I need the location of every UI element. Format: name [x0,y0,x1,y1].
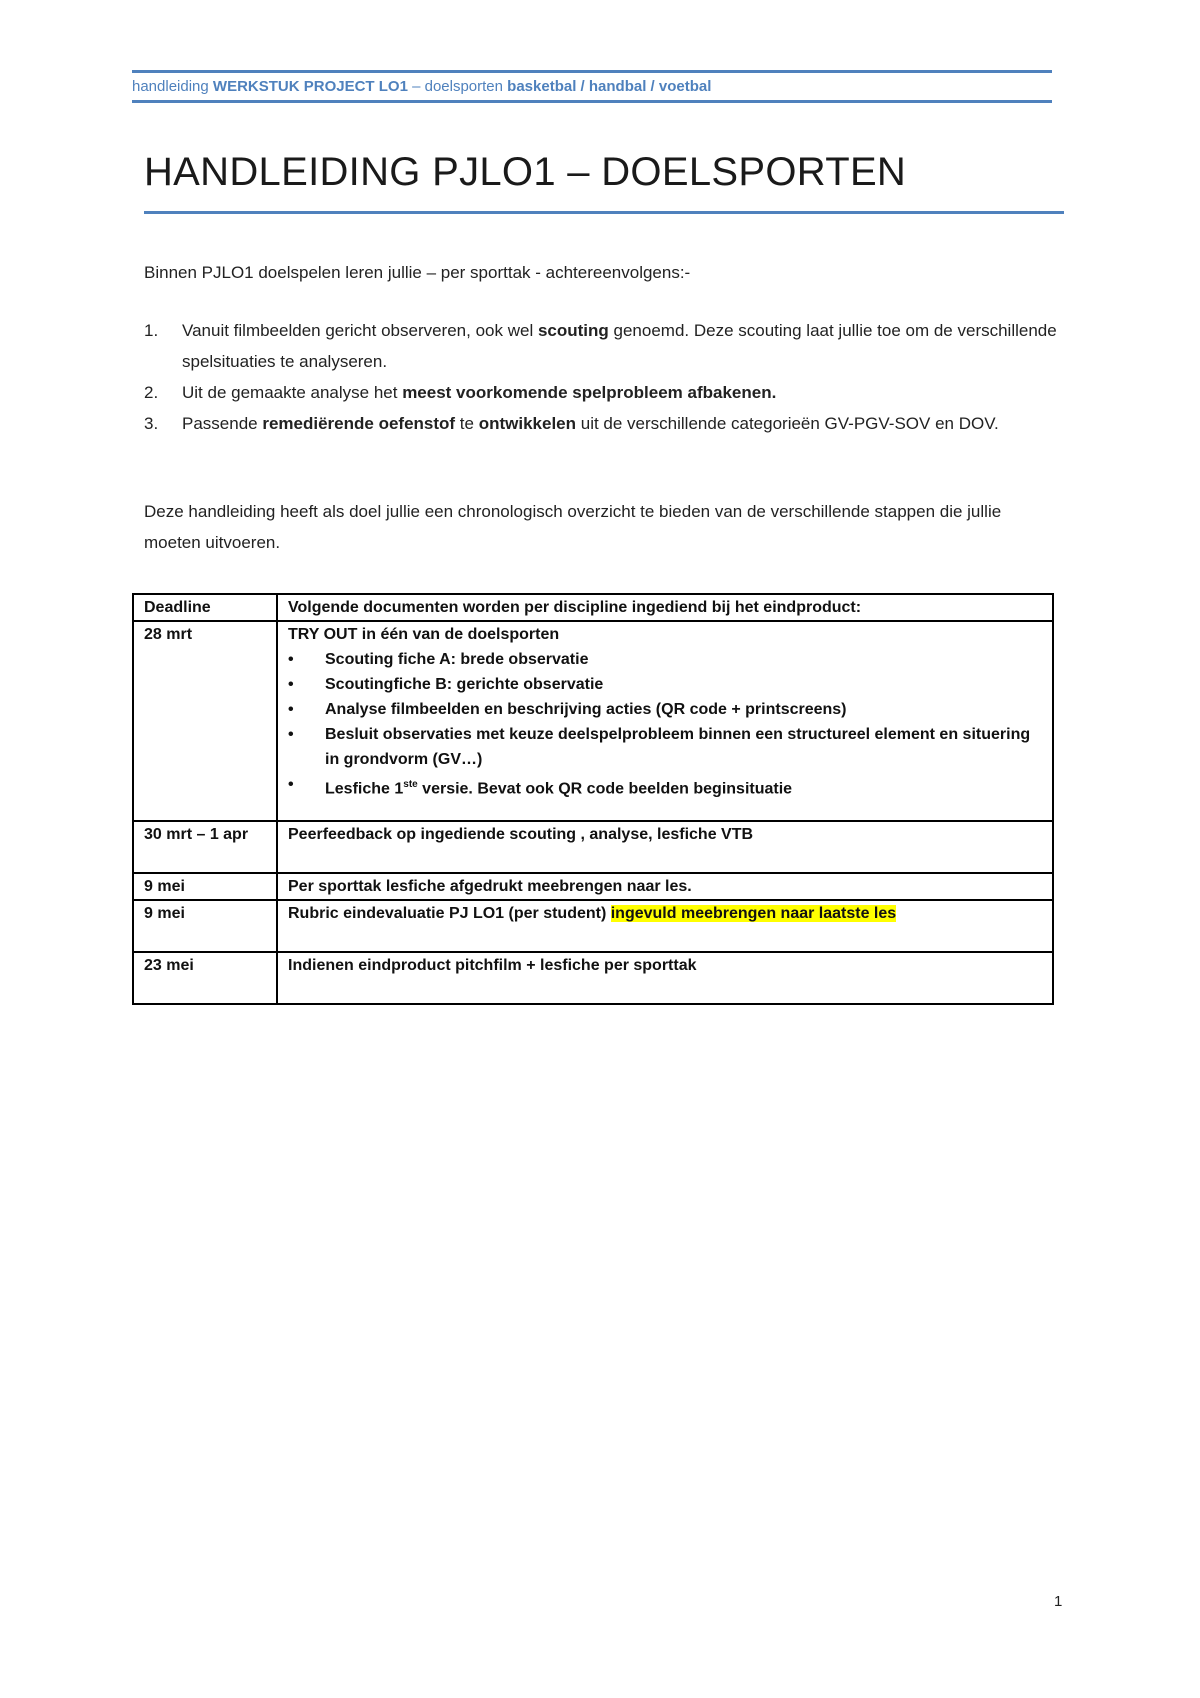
table-row [133,952,1053,1004]
table-row [133,621,1053,821]
step-text: uit de verschillende categorieën GV-PGV-SOV en DOV. [576,414,999,433]
list-number: 2. [144,383,159,402]
list-item [144,408,1064,439]
list-item [288,722,1042,772]
cell-text: Rubric eindevaluatie PJ LO1 (per student) [288,905,611,922]
step-text: Uit de gemaakte analyse het [182,383,403,402]
title-rule [144,211,1064,214]
table-row [133,900,1053,952]
bullet-icon: • [288,701,294,718]
page-number: 1 [1054,1593,1063,1610]
item-text: Besluit observaties met keuze deelspelprobleem binnen een structureel element en situering in grondvorm (GV…) [325,726,1031,768]
documents-cell: Per sporttak lesfiche afgedrukt meebrengen naar les. [277,873,1053,900]
header-middle: – doelsporten [407,78,508,95]
bullet-icon: • [288,676,294,693]
deadline-cell: 28 mrt [133,621,277,821]
outro-paragraph: Deze handleiding heeft als doel jullie een chronologisch overzicht te bieden van de verschillende stappen die jullie moeten uitvoeren. [144,502,1002,552]
intro-paragraph: Binnen PJLO1 doelspelen leren jullie – per sporttak - achtereenvolgens:- [144,263,691,282]
list-item [288,672,1042,697]
bullet-icon: • [288,651,294,668]
list-item [288,647,1042,672]
steps-list [144,315,1064,439]
documents-cell [277,900,1053,952]
header-bold: WERKSTUK PROJECT LO1 [212,78,408,95]
deadline-cell: 9 mei [133,900,277,952]
table-row [133,821,1053,873]
document-title: HANDLEIDING PJLO1 – DOELSPORTEN [144,150,907,194]
deadline-cell: 30 mrt – 1 apr [133,821,277,873]
item-text: Scouting fiche A: brede observatie [325,651,589,668]
documents-cell: Peerfeedback op ingediende scouting , analyse, lesfiche VTB [277,821,1053,873]
step-bold: meest voorkomende spelprobleem afbakenen. [402,383,777,402]
item-text: Lesfiche 1 [325,780,404,798]
deadline-cell: 23 mei [133,952,277,1004]
bullet-list [288,647,1042,801]
header-prefix: handleiding [132,78,213,95]
list-item [288,697,1042,722]
list-item [144,377,1064,408]
step-text: Vanuit filmbeelden gericht observeren, ook wel [182,321,538,340]
bullet-icon: • [288,726,294,743]
deadline-cell: 9 mei [133,873,277,900]
step-text: Passende [182,414,263,433]
list-number: 1. [144,321,159,340]
bullet-icon: • [288,776,294,793]
deadline-table [132,593,1054,1005]
step-text: te [455,414,479,433]
page-header [132,70,1052,103]
item-text: Analyse filmbeelden en beschrijving acties (QR code + printscreens) [325,701,847,718]
item-text: versie. Bevat ook QR code beelden beginsituatie [417,780,793,798]
cell-lead: TRY OUT in één van de doelsporten [288,626,560,643]
documents-cell: Indienen eindproduct pitchfilm + lesfiche per sporttak [277,952,1053,1004]
documents-cell [277,621,1053,821]
table-header-row [133,594,1053,621]
item-superscript: ste [403,779,418,790]
step-text: genoemd. Deze scouting laat jullie toe om de verschillende spelsituaties te analyseren. [182,321,1057,371]
step-bold: ontwikkelen [478,414,577,433]
table-row [133,873,1053,900]
highlighted-text: ingevuld meebrengen naar laatste les [610,905,897,922]
list-item [288,772,1042,801]
list-item [144,315,1064,377]
header-rest: basketbal / handbal / voetbal [507,78,712,95]
step-bold: remediërende oefenstof [262,414,456,433]
column-header-documents: Volgende documenten worden per discipline ingediend bij het eindproduct: [277,594,1053,621]
step-bold: scouting [537,321,609,340]
column-header-deadline: Deadline [133,594,277,621]
list-number: 3. [144,414,159,433]
item-text: Scoutingfiche B: gerichte observatie [325,676,604,693]
